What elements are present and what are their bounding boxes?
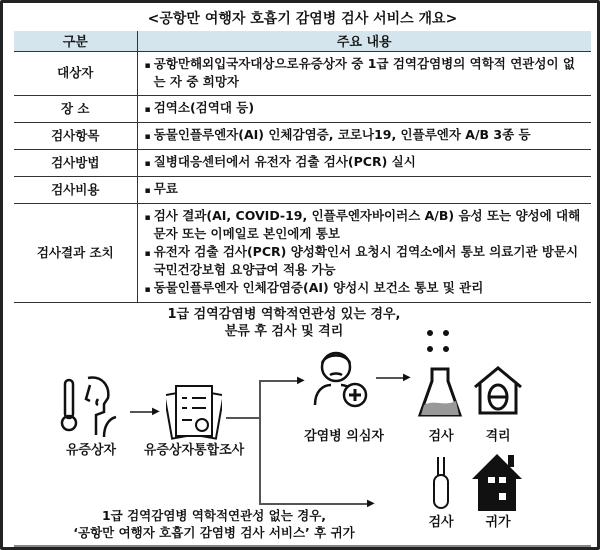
arrow-head-icon: ▶ (403, 371, 411, 383)
arrow-head-icon: ▶ (297, 374, 305, 386)
table-row (14, 176, 591, 203)
row-key: 검사방법 (14, 149, 137, 176)
table-header-row (14, 31, 591, 51)
row-item: ▪ 동물인플루엔자 인체감염증(AI) 양성시 보건소 통보 및 관리 (142, 280, 588, 298)
column-header-content: 주요 내용 (137, 31, 591, 51)
upper-arrow (259, 380, 301, 382)
overview-table (14, 31, 591, 303)
branch-vertical-line (259, 380, 261, 504)
row-key: 대상자 (14, 51, 137, 95)
row-item: ▪ 무료 (142, 181, 588, 199)
quarantine-house-icon (472, 365, 524, 415)
row-key: 장 소 (14, 95, 137, 122)
table-row (14, 95, 591, 122)
row-key: 검사결과 조치 (14, 203, 137, 302)
arrow-head-icon: ▶ (367, 497, 375, 509)
process-diagram (14, 305, 591, 540)
test-upper-label: 검사 (428, 428, 454, 444)
column-header-category: 구분 (14, 31, 137, 51)
row-item: ▪ 검사 결과(AI, COVID-19, 인플루엔자바이러스 A/B) 음성 또는 양성에 대해 문자 또는 이메일로 본인에게 통보 (142, 208, 588, 242)
row-key: 검사항목 (14, 122, 137, 149)
row-item: ▪ 동물인플루엔자(AI) 인체감염증, 코로나19, 인플루엔자 A/B 3종 등 (142, 127, 588, 145)
row-item: ▪ 검역소(검역대 등) (142, 100, 588, 118)
suspect-label: 감염병 의심자 (304, 428, 384, 444)
test-lower-label: 검사 (428, 514, 454, 530)
row-item: ▪ 질병대응센터에서 유전자 검출 검사(PCR) 실시 (142, 154, 588, 172)
row-item: ▪ 공항만해외입국자대상으로유증상자 중 1급 검역감염병의 역학적 연관성이 없는 자 중 희망자 (142, 56, 588, 90)
symptomatic-label: 유증상자 (65, 442, 117, 458)
upper-caption-1: 1급 검역감염병 역학적연관성 있는 경우, (167, 306, 401, 322)
return-home-label: 귀가 (485, 514, 511, 530)
table-row (14, 203, 591, 302)
document-title: <공항만 여행자 호흡기 감염병 검사 서비스 개요> (147, 11, 458, 27)
arrow-to-test (376, 377, 406, 379)
table-row (14, 122, 591, 149)
swab-test-tube-icon (431, 455, 451, 510)
row-item: ▪ 유전자 검출 검사(PCR) 양성확인서 요청시 검역소에서 통보 의료기관 방문시 국민건강보험 요양급여 적용 가능 (142, 244, 588, 278)
branch-line (226, 417, 260, 419)
lab-flask-virus-icon (416, 327, 466, 419)
survey-documents-icon (166, 382, 222, 442)
home-icon (470, 451, 525, 513)
bottom-divider (14, 545, 591, 547)
upper-caption-2: 분류 후 검사 및 격리 (224, 323, 344, 339)
lower-arrow (259, 503, 371, 505)
row-key: 검사비용 (14, 176, 137, 203)
lower-caption-2: ‘공항만 여행자 호흡기 감염병 검사 서비스’ 후 귀가 (73, 524, 355, 540)
lower-caption-1: 1급 검역감염병 역학적연관성 없는 경우, (101, 507, 327, 523)
table-row (14, 51, 591, 95)
table-row (14, 149, 591, 176)
quarantine-label: 격리 (485, 428, 511, 444)
arrow-head-icon: ▶ (152, 405, 160, 417)
survey-label: 유증상자통합조사 (143, 442, 245, 458)
suspect-person-icon (311, 345, 371, 410)
symptomatic-person-icon (60, 375, 120, 440)
